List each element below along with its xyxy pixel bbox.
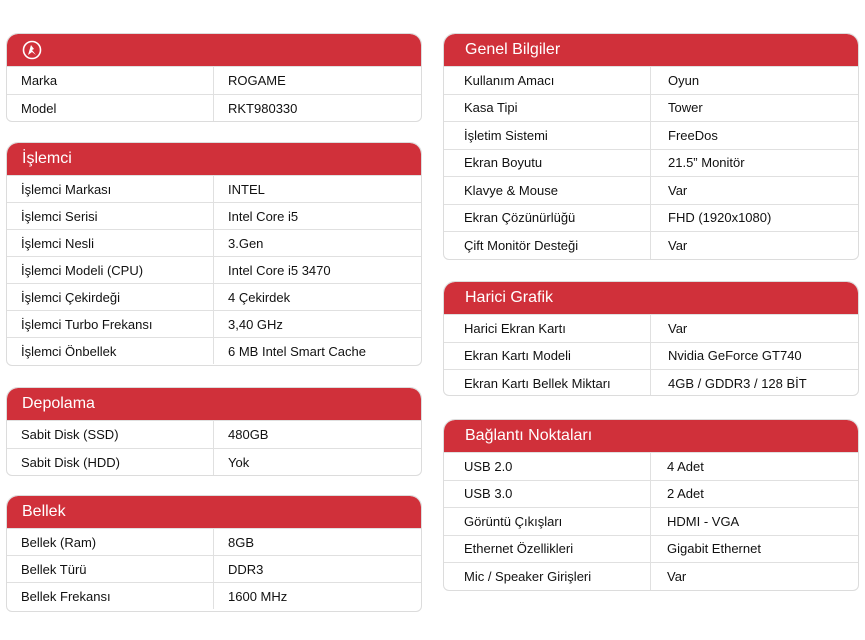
spec-value: 3.Gen [228,235,264,251]
spec-value: 4 Adet [667,458,704,474]
spec-value: 1600 MHz [228,588,288,604]
spec-key: Mic / Speaker Girişleri [444,563,651,590]
spec-row [444,231,858,259]
spec-key: Ethernet Özellikleri [444,536,651,563]
spec-row [7,175,421,202]
spec-row [444,535,858,563]
bellek-card [6,495,422,612]
brand-card-header [7,34,421,66]
spec-key: Sabit Disk (HDD) [7,449,214,476]
spec-value: 4 Çekirdek [228,289,291,305]
spec-row [7,202,421,229]
section-title: Bağlantı Noktaları [444,420,858,452]
spec-value: FreeDos [668,127,718,143]
spec-key: Harici Ekran Kartı [444,315,651,342]
spec-row [444,507,858,535]
spec-value: 8GB [228,534,255,550]
spec-value: Var [668,182,688,198]
spec-key: İşlemci Nesli [7,230,214,256]
spec-value: 3,40 GHz [228,316,283,332]
spec-value: 21.5” Monitör [668,155,745,171]
spec-value: Tower [668,100,703,116]
spec-value: 480GB [228,427,269,442]
spec-row [444,562,858,590]
spec-row [444,176,858,204]
spec-value: Var [668,320,688,336]
spec-value: DDR3 [228,561,264,577]
spec-key: Bellek Türü [7,556,214,582]
islemci-card [6,142,422,366]
spec-key: Kullanım Amacı [444,67,651,94]
spec-row [444,121,858,149]
spec-row [7,582,421,609]
spec-value: HDMI - VGA [667,513,740,529]
spec-value: FHD (1920x1080) [668,210,772,226]
spec-row [444,480,858,508]
spec-row [7,229,421,256]
spec-row [7,337,421,364]
spec-value: Yok [228,455,250,470]
spec-key: Ekran Kartı Bellek Miktarı [444,370,651,396]
depolama-card [6,387,422,476]
spec-row [7,283,421,310]
spec-key: Sabit Disk (SSD) [7,421,214,448]
spec-value: 4GB / GDDR3 / 128 BİT [668,375,807,391]
spec-value: Gigabit Ethernet [667,541,761,557]
spec-key: USB 3.0 [444,481,651,508]
spec-value: 6 MB Intel Smart Cache [228,343,366,359]
spec-row [7,66,421,94]
spec-key: İşlemci Markası [7,176,214,202]
genel-card [443,33,859,260]
spec-key: Kasa Tipi [444,95,651,122]
spec-key: Görüntü Çıkışları [444,508,651,535]
spec-key: USB 2.0 [444,453,651,480]
section-title: Genel Bilgiler [444,34,858,66]
spec-key: Bellek (Ram) [7,529,214,555]
spec-row [7,528,421,555]
spec-value: Oyun [668,72,700,88]
spec-value: Var [668,237,688,253]
spec-key: İşletim Sistemi [444,122,651,149]
harici-card [443,281,859,396]
brand-card [6,33,422,122]
spec-row [7,448,421,476]
spec-key: Ekran Kartı Modeli [444,343,651,370]
spec-row [444,452,858,480]
section-title: Bellek [7,496,421,528]
rogame-logo-icon [22,40,42,60]
spec-row [444,94,858,122]
spec-key: Model [7,95,214,122]
spec-value: 2 Adet [667,486,704,502]
spec-row [7,256,421,283]
spec-key: Bellek Frekansı [7,583,214,609]
spec-key: Marka [7,67,214,94]
spec-value: INTEL [228,181,265,197]
spec-row [7,94,421,122]
spec-row [444,149,858,177]
spec-row [444,314,858,342]
spec-value: RKT980330 [228,101,298,116]
spec-row [444,66,858,94]
spec-key: Ekran Çözünürlüğü [444,205,651,232]
spec-value: Intel Core i5 3470 [228,262,331,278]
section-title: İşlemci [7,143,421,175]
spec-row [7,420,421,448]
spec-row [444,342,858,370]
spec-key: Ekran Boyutu [444,150,651,177]
spec-value: Intel Core i5 [228,208,299,224]
spec-key: İşlemci Çekirdeği [7,284,214,310]
spec-row [7,555,421,582]
spec-key: İşlemci Turbo Frekansı [7,311,214,337]
spec-key: İşlemci Modeli (CPU) [7,257,214,283]
spec-key: Çift Monitör Desteği [444,232,651,259]
spec-row [7,310,421,337]
section-title: Harici Grafik [444,282,858,314]
spec-value: Nvidia GeForce GT740 [668,348,802,364]
baglanti-card [443,419,859,591]
spec-row [444,204,858,232]
section-title: Depolama [7,388,421,420]
spec-key: İşlemci Serisi [7,203,214,229]
spec-row [444,369,858,396]
spec-value: Var [667,568,687,584]
spec-value: ROGAME [228,73,286,88]
spec-key: İşlemci Önbellek [7,338,214,364]
spec-key: Klavye & Mouse [444,177,651,204]
